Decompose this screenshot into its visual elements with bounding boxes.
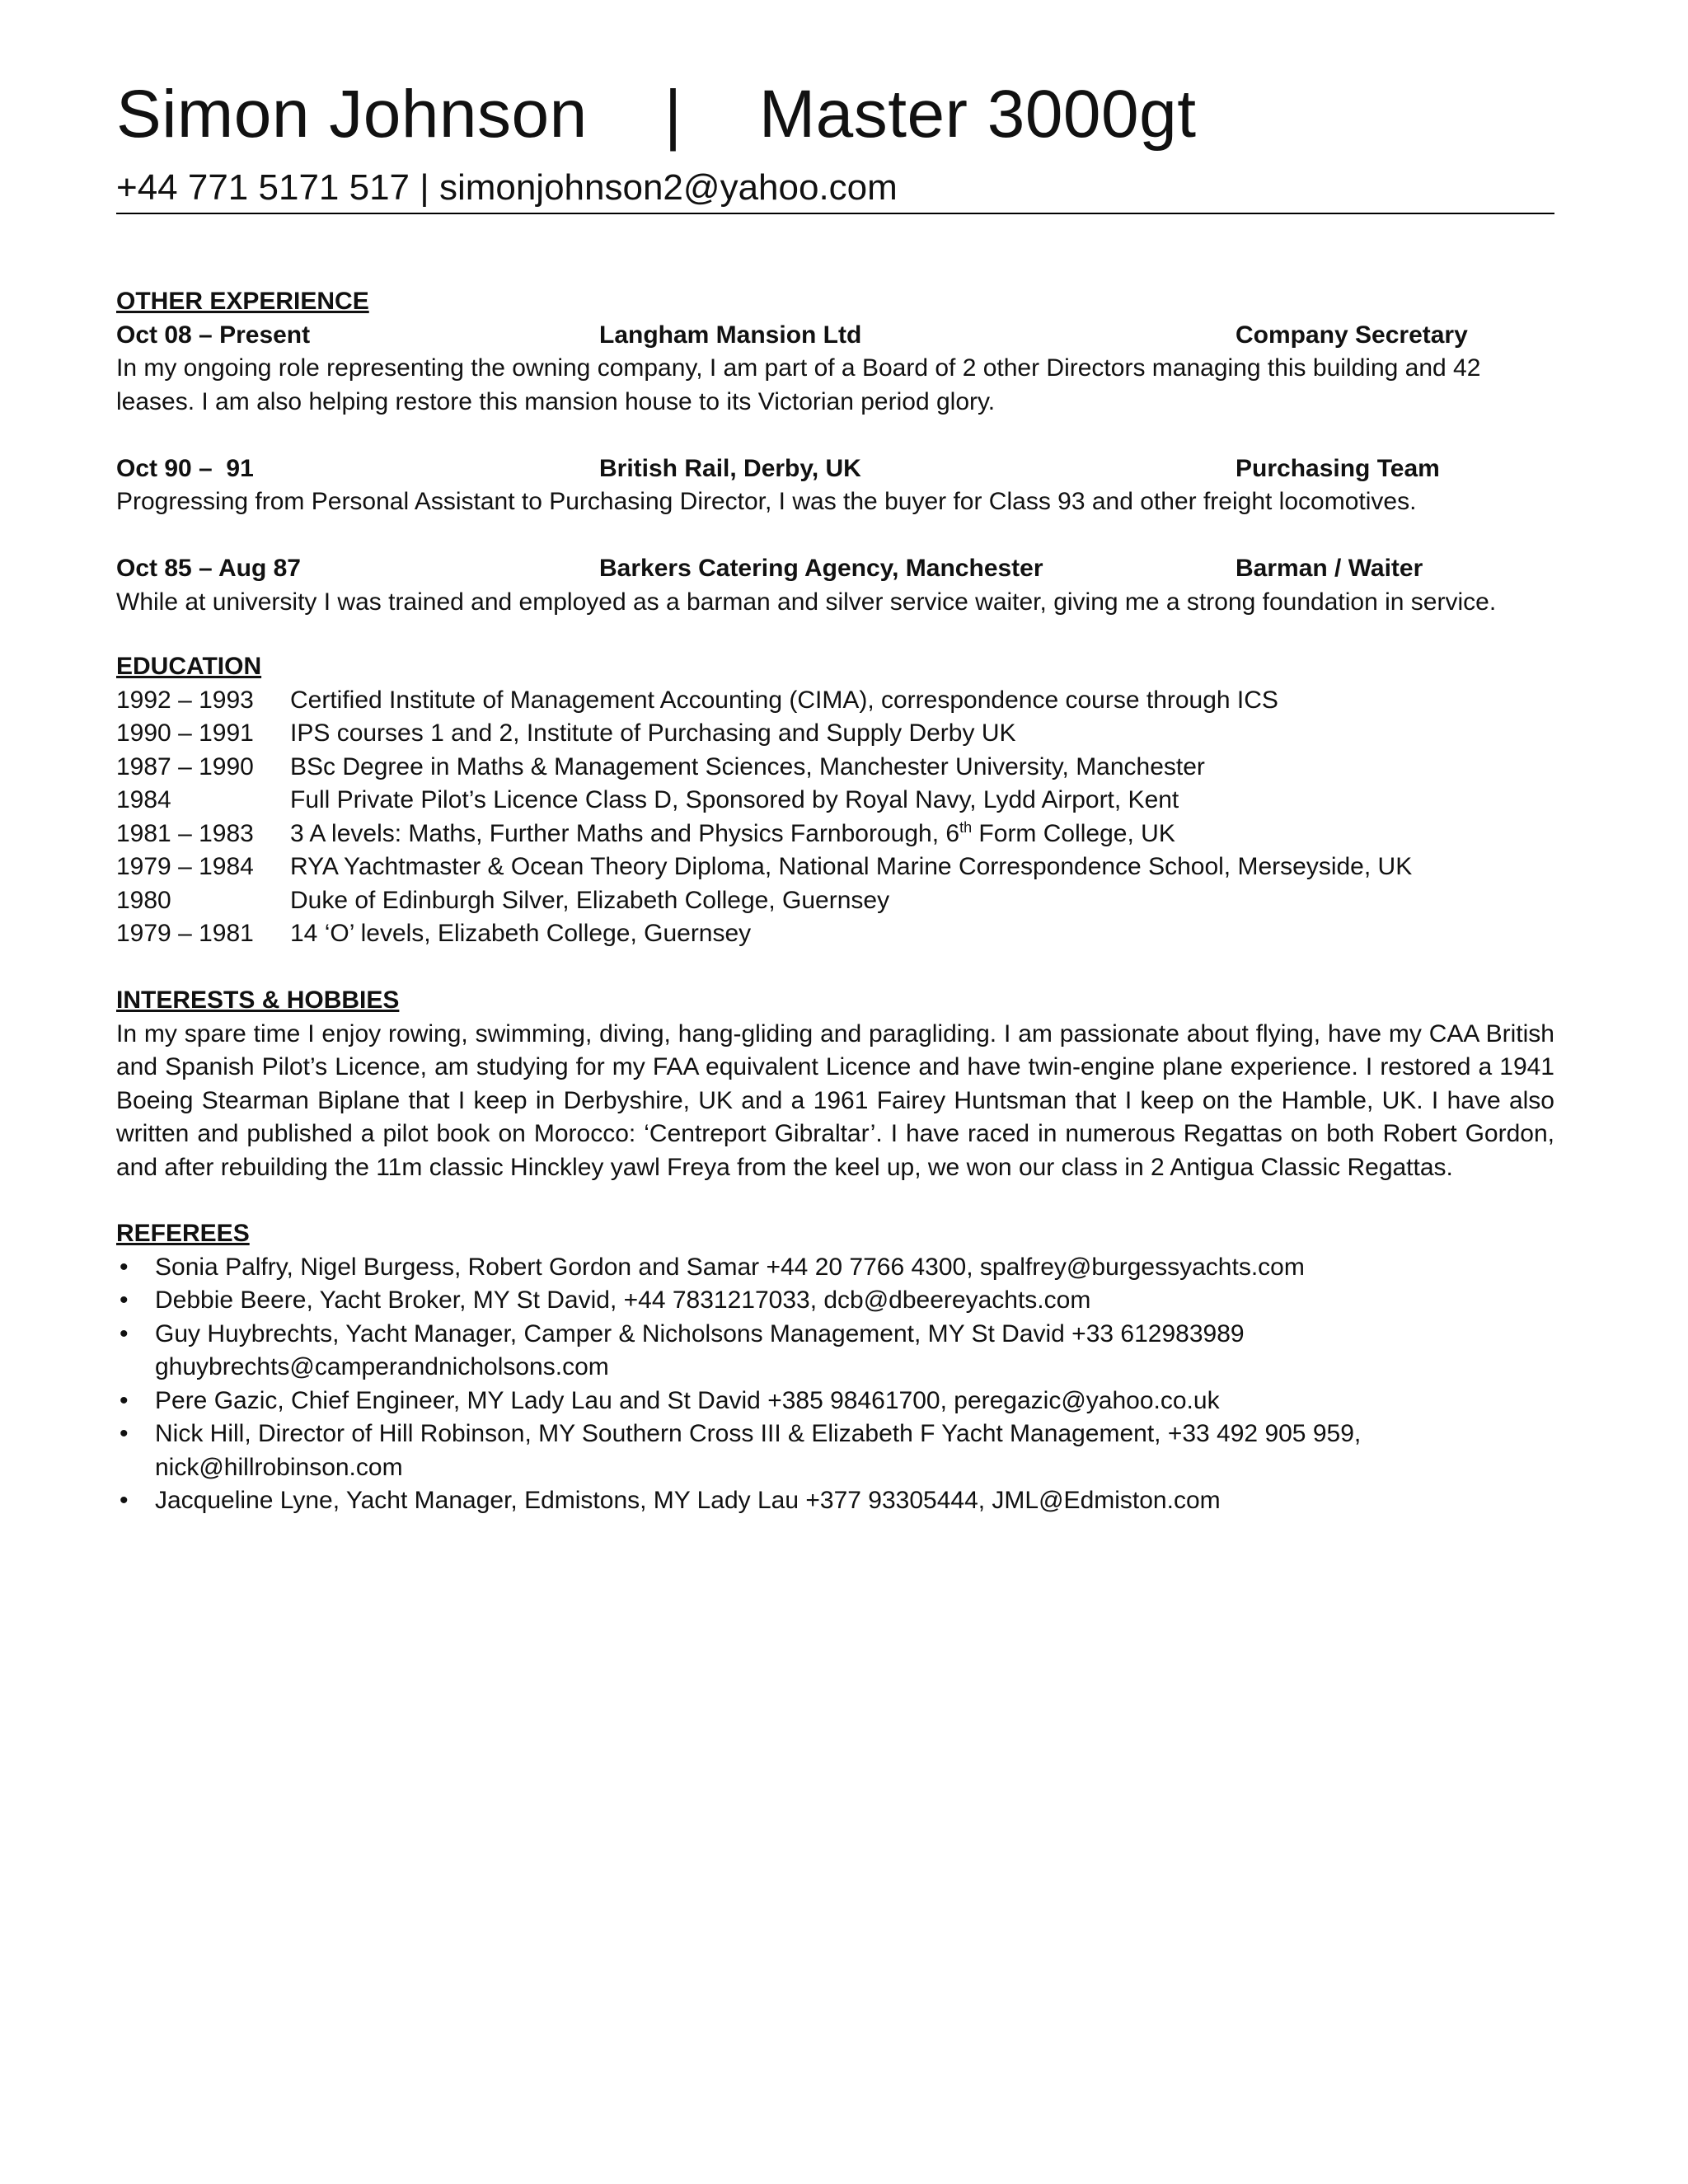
education-detail: 14 ‘O’ levels, Elizabeth College, Guernsey bbox=[290, 920, 752, 947]
education-detail: IPS courses 1 and 2, Institute of Purchasing and Supply Derby UK bbox=[290, 719, 1016, 747]
job-organisation: Langham Mansion Ltd bbox=[599, 321, 862, 349]
bullet: • bbox=[120, 1420, 129, 1447]
bullet: • bbox=[120, 1386, 129, 1414]
referee-item bbox=[116, 1418, 1554, 1484]
education-year: 1979 – 1981 bbox=[116, 920, 254, 947]
job-description: Progressing from Personal Assistant to Purchasing Director, I was the buyer for Class 93 and other freight locomotives. bbox=[116, 488, 1417, 515]
interests-paragraph: In my spare time I enjoy rowing, swimming, diving, hang-gliding and paragliding. I am passionate about flying, have my CAA British and Spanish Pilot’s Licence, am studying for my FAA equivalent Licence and have twin-engine plane experience. I restored a 1941 Boeing Stearman Biplane that I keep in Derbyshire, UK and a 1961 Fairey Huntsman that I keep on the Hamble, UK. I have also written and published a pilot book on Morocco: ‘Centreport Gibraltar’. I have raced in numerous Regattas on both Robert Gordon, and after rebuilding the 11m classic Hinckley yawl Freya from the keel up, we won our class in 2 Antigua Classic Regattas. bbox=[116, 1019, 1554, 1181]
job-dates: Oct 90 – 91 bbox=[116, 454, 254, 482]
education-detail: Full Private Pilot’s Licence Class D, Sponsored by Royal Navy, Lydd Airport, Kent bbox=[290, 786, 1179, 813]
education-row bbox=[116, 917, 1554, 951]
job-header bbox=[116, 319, 1554, 353]
contact-line bbox=[116, 167, 898, 208]
job-description: leases. I am also helping restore this mansion house to its Victorian period glory. bbox=[116, 387, 996, 415]
ordinal-suffix: th bbox=[959, 818, 973, 836]
education-year: 1992 – 1993 bbox=[116, 686, 254, 714]
education-row bbox=[116, 851, 1554, 884]
candidate-name: Simon Johnson bbox=[116, 77, 588, 152]
education-year: 1980 bbox=[116, 886, 171, 914]
job-dates: Oct 08 – Present bbox=[116, 321, 311, 349]
job-description: While at university I was trained and employed as a barman and silver service waiter, giving me a strong foundation in service. bbox=[116, 588, 1497, 616]
referee-text: Guy Huybrechts, Yacht Manager, Camper & Nicholsons Management, MY St David +33 612983989 bbox=[155, 1319, 1245, 1347]
job-role: Purchasing Team bbox=[1236, 454, 1440, 482]
job-organisation: Barkers Catering Agency, Manchester bbox=[599, 555, 1043, 582]
education-detail: RYA Yachtmaster & Ocean Theory Diploma, National Marine Correspondence School, Merseyside, UK bbox=[290, 853, 1413, 880]
referee-item bbox=[116, 1385, 1554, 1418]
section-heading-referees: REFEREES bbox=[116, 1220, 250, 1247]
referee-item bbox=[116, 1251, 1554, 1285]
education-year: 1990 – 1991 bbox=[116, 719, 254, 747]
referee-item bbox=[116, 1284, 1554, 1318]
education-detail: Duke of Edinburgh Silver, Elizabeth College, Guernsey bbox=[290, 886, 890, 914]
interests-section bbox=[116, 984, 1554, 1184]
education-detail: BSc Degree in Maths & Management Sciences, Manchester University, Manchester bbox=[290, 752, 1205, 780]
section-heading-experience: OTHER EXPERIENCE bbox=[116, 288, 369, 315]
job-role: Company Secretary bbox=[1236, 321, 1468, 349]
contact-separator: | bbox=[420, 167, 429, 208]
spacer bbox=[116, 519, 1554, 553]
referee-text-cont: ghuybrechts@camperandnicholsons.com bbox=[155, 1353, 609, 1380]
education-year: 1984 bbox=[116, 786, 171, 813]
education-row bbox=[116, 784, 1554, 818]
education-year: 1981 – 1983 bbox=[116, 819, 254, 847]
header-divider bbox=[116, 213, 1554, 214]
candidate-title: Master 3000gt bbox=[758, 77, 1197, 152]
name-title-line bbox=[116, 77, 1197, 152]
job-organisation: British Rail, Derby, UK bbox=[599, 454, 861, 482]
name-separator: | bbox=[663, 77, 682, 152]
experience-section bbox=[116, 285, 1554, 619]
referee-text: Pere Gazic, Chief Engineer, MY Lady Lau and St David +385 98461700, peregazic@yahoo.co.uk bbox=[155, 1386, 1220, 1414]
bullet: • bbox=[120, 1286, 129, 1314]
referees-section bbox=[116, 1217, 1554, 1518]
referee-text-cont: nick@hillrobinson.com bbox=[155, 1453, 403, 1481]
education-row bbox=[116, 751, 1554, 785]
bullet: • bbox=[120, 1319, 129, 1347]
referee-item bbox=[116, 1318, 1554, 1385]
education-year: 1979 – 1984 bbox=[116, 853, 254, 880]
education-row bbox=[116, 684, 1554, 718]
education-detail: Certified Institute of Management Accounting (CIMA), correspondence course through ICS bbox=[290, 686, 1278, 714]
education-row bbox=[116, 884, 1554, 918]
spacer bbox=[116, 419, 1554, 452]
phone-number: +44 771 5171 517 bbox=[116, 167, 410, 208]
referee-text: Debbie Beere, Yacht Broker, MY St David, +44 7831217033, dcb@dbeereyachts.com bbox=[155, 1286, 1091, 1314]
job-role: Barman / Waiter bbox=[1236, 555, 1423, 582]
education-row bbox=[116, 818, 1554, 851]
referee-item bbox=[116, 1484, 1554, 1518]
job-dates: Oct 85 – Aug 87 bbox=[116, 555, 301, 582]
section-heading-education: EDUCATION bbox=[116, 653, 262, 680]
bullet: • bbox=[120, 1253, 129, 1281]
referee-text: Sonia Palfry, Nigel Burgess, Robert Gordon and Samar +44 20 7766 4300, spalfrey@burgessyachts.com bbox=[155, 1253, 1305, 1281]
referee-list bbox=[116, 1251, 1554, 1518]
job-header bbox=[116, 452, 1554, 486]
bullet: • bbox=[120, 1487, 129, 1514]
education-detail-text: 3 A levels: Maths, Further Maths and Physics Farnborough, 6 bbox=[290, 819, 960, 847]
education-detail bbox=[290, 818, 1175, 851]
referee-text: Nick Hill, Director of Hill Robinson, MY Southern Cross III & Elizabeth F Yacht Management, +33 492 905 959, bbox=[155, 1420, 1362, 1447]
referee-text: Jacqueline Lyne, Yacht Manager, Edmistons, MY Lady Lau +377 93305444, JML@Edmiston.com bbox=[155, 1487, 1221, 1514]
education-row bbox=[116, 717, 1554, 751]
job-description: In my ongoing role representing the owning company, I am part of a Board of 2 other Directors managing this building and 42 bbox=[116, 354, 1481, 382]
education-year: 1987 – 1990 bbox=[116, 752, 254, 780]
education-detail-text: Form College, UK bbox=[972, 819, 1175, 847]
section-heading-interests: INTERESTS & HOBBIES bbox=[116, 987, 400, 1014]
job-header bbox=[116, 552, 1554, 586]
education-section bbox=[116, 650, 1554, 951]
email-address: simonjohnson2@yahoo.com bbox=[438, 167, 898, 208]
